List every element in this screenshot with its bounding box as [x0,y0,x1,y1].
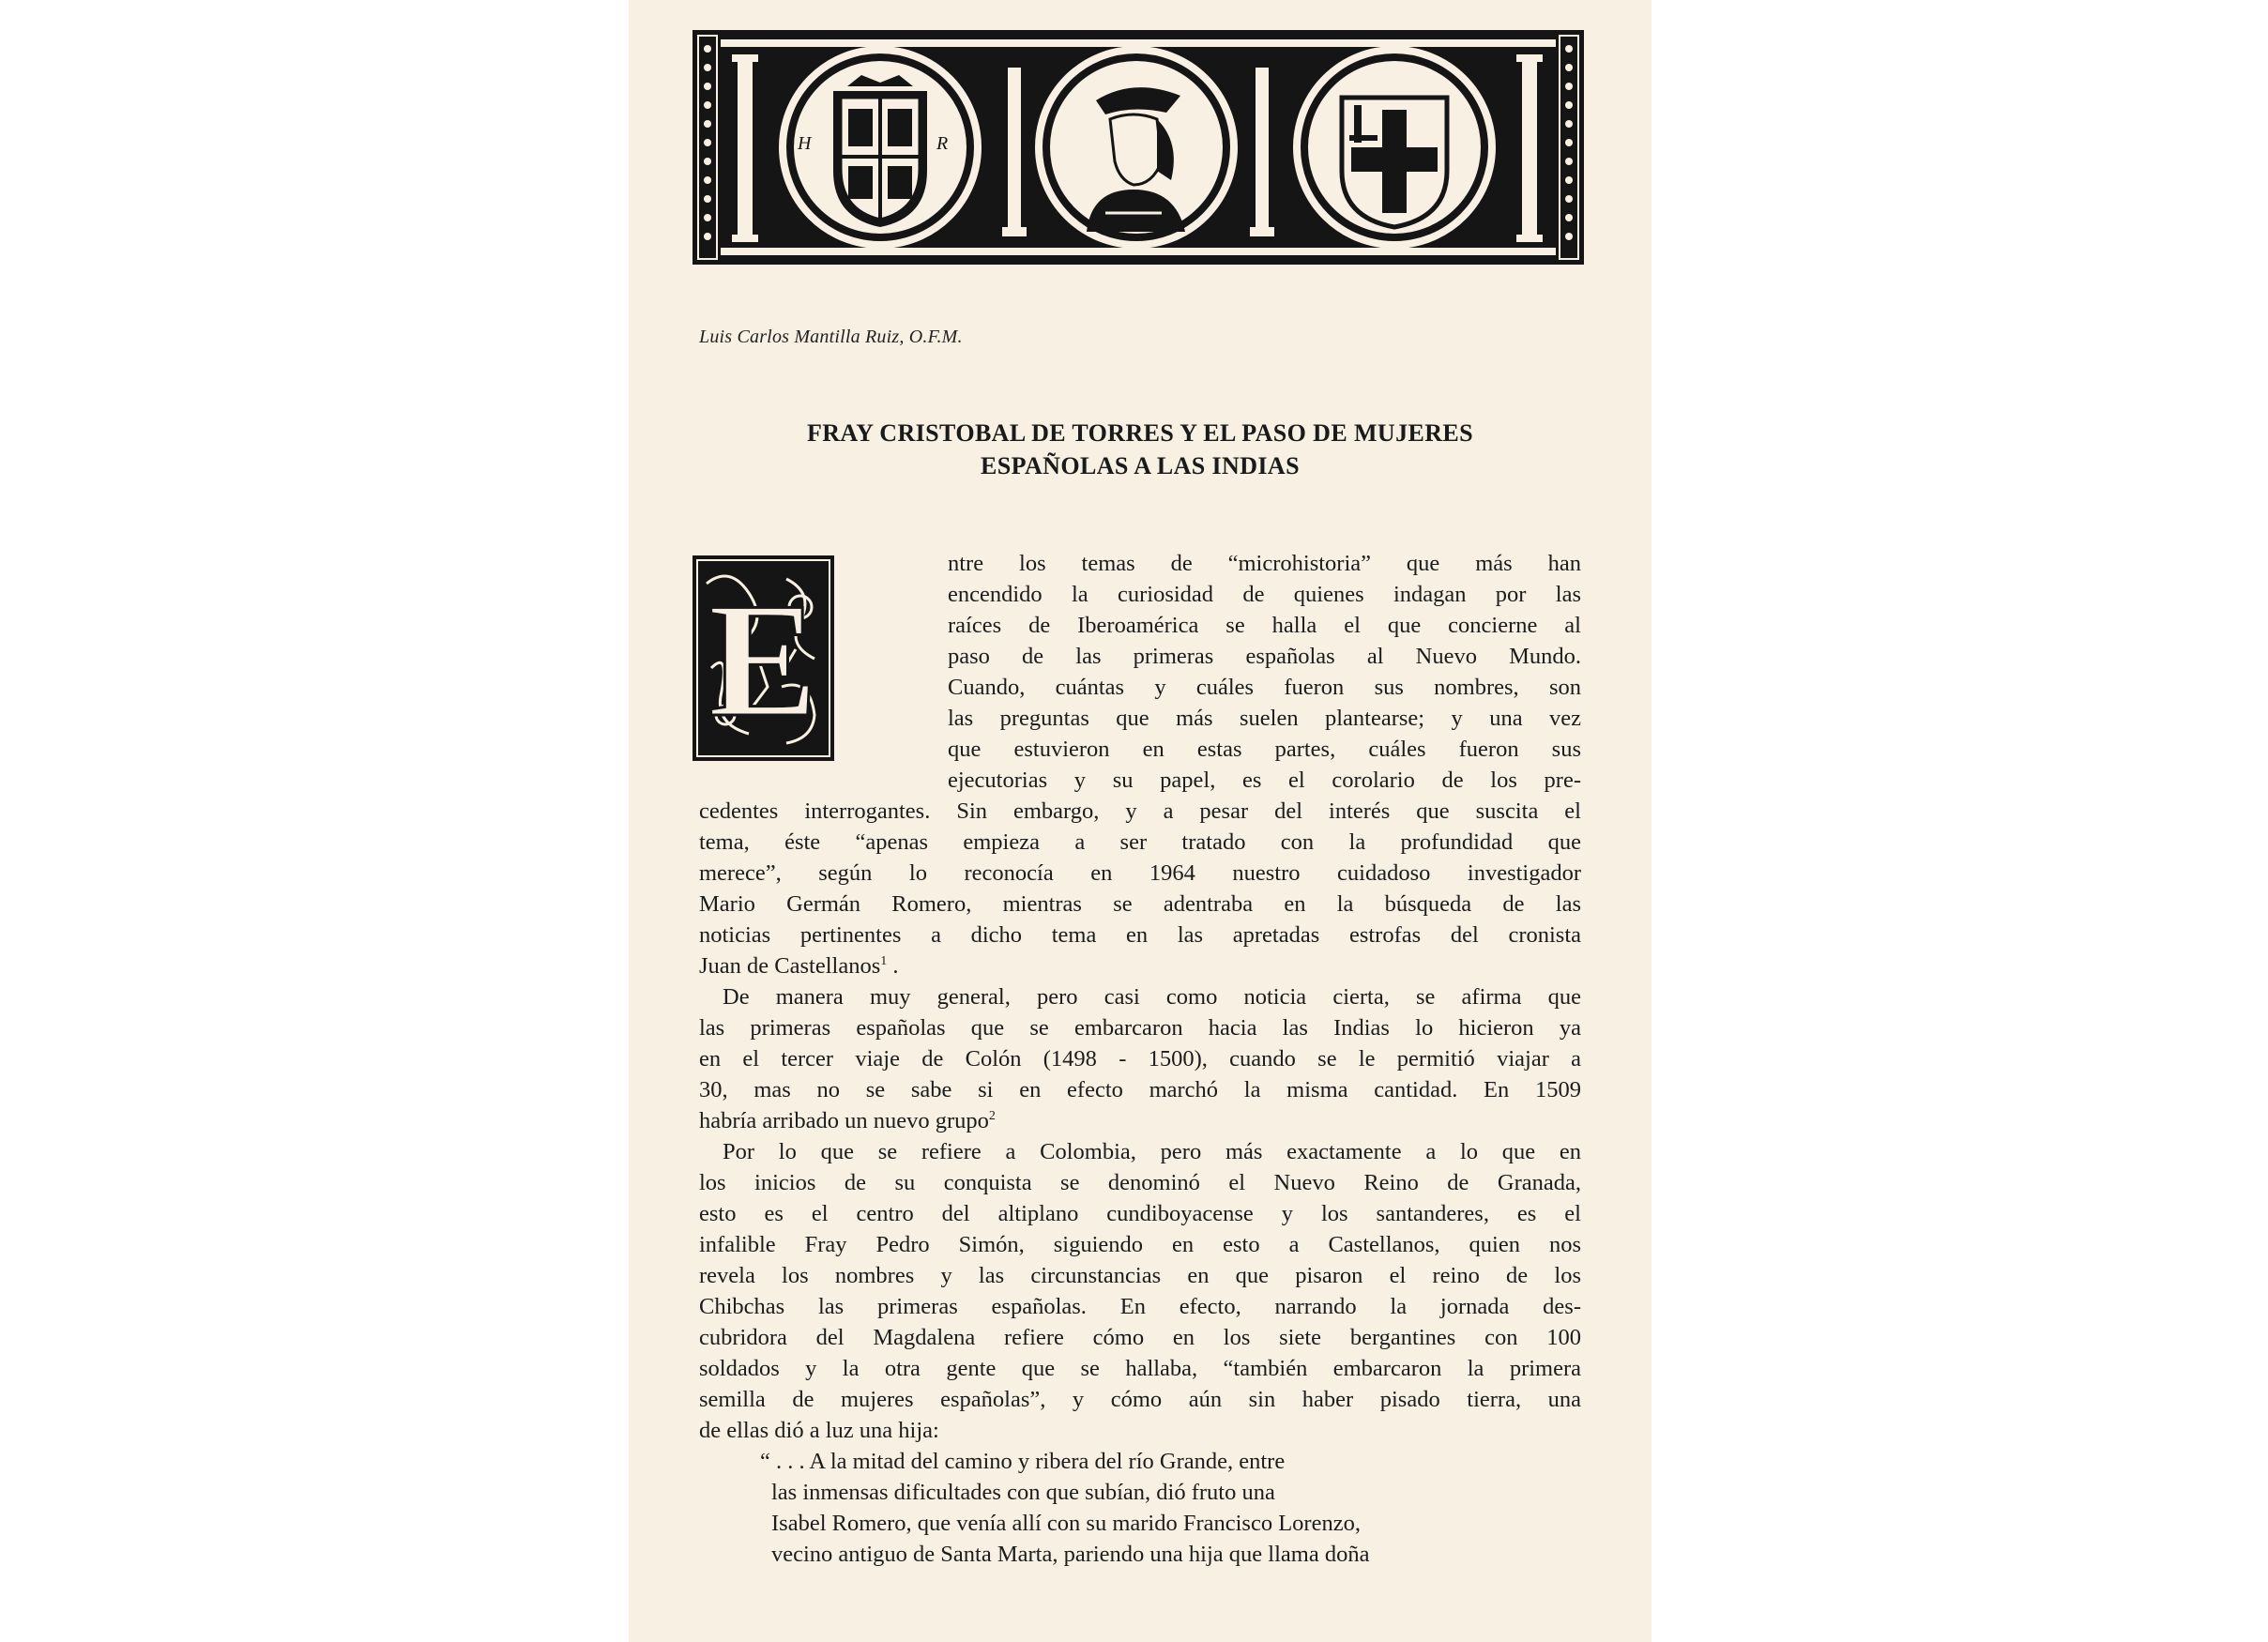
paragraph-line: ejecutorias y su papel, es el corolario de los pre- [948,768,1581,793]
paragraph-text: habría arribado un nuevo grupo [699,1108,989,1133]
paragraph-line: Mario Germán Romero, mientras se adentraba en la búsqueda de las [699,891,1581,917]
paragraph-line-last [699,951,1581,981]
paragraph-line: merece”, según lo reconocía en 1964 nuestro cuidadoso investigador [699,860,1581,886]
paragraph-line: Por lo que se refiere a Colombia, pero más exactamente a lo que en [723,1139,1581,1164]
paragraph-line: que estuvieron en estas partes, cuáles fueron sus [948,737,1581,762]
paragraph-line: De manera muy general, pero casi como noticia cierta, se afirma que [723,984,1581,1010]
paragraph-line: tema, éste “apenas empieza a ser tratado con la profundidad que [699,829,1581,855]
footnote-ref-1[interactable]: 1 [880,953,888,968]
paragraph-line-last: de ellas dió a luz una hija: [699,1418,939,1443]
paragraph-line: semilla de mujeres españolas”, y cómo aún sin haber pisado tierra, una [699,1387,1581,1412]
paragraph-line: las preguntas que más suelen plantearse; y una vez [948,706,1581,731]
paragraph-line: revela los nombres y las circunstancias en que pisaron el reino de los [699,1263,1581,1288]
quote-line: vecino antiguo de Santa Marta, pariendo una hija que llama doña [771,1542,1370,1567]
article-title-line-2: ESPAÑOLAS A LAS INDIAS [981,452,1300,479]
decorative-banner [693,30,1584,265]
paragraph-line: las primeras españolas que se embarcaron hacia las Indias lo hicieron ya [699,1015,1581,1041]
paragraph-line: esto es el centro del altiplano cundiboyacense y los santanderes, es el [699,1201,1581,1226]
banner-letter-left: H [798,133,812,154]
author-name: Luis Carlos Mantilla Ruiz, O.F.M. [699,327,963,347]
banner-letter-right: R [936,133,949,154]
drop-cap-ornament [693,555,834,761]
paragraph-line: cubridora del Magdalena refiere cómo en los siete bergantines con 100 [699,1325,1581,1350]
paragraph-line: Cuando, cuántas y cuáles fueron sus nombres, son [948,675,1581,700]
paragraph-line: infalible Fray Pedro Simón, siguiendo en esto a Castellanos, quien nos [699,1232,1581,1257]
paragraph-line-last [699,1106,1581,1136]
drop-cap-letter: E [708,569,818,751]
paragraph-line: Chibchas las primeras españolas. En efecto, narrando la jornada des- [699,1294,1581,1319]
paragraph-text: Juan de Castellanos [699,953,881,979]
paragraph-line: en el tercer viaje de Colón (1498 - 1500), cuando se le permitió viajar a [699,1046,1581,1072]
paragraph-line: soldados y la otra gente que se hallaba, “también embarcaron la primera [699,1356,1581,1381]
paragraph-line: encendido la curiosidad de quienes indagan por las [948,582,1581,607]
paragraph-line: los inicios de su conquista se denominó el Nuevo Reino de Granada, [699,1170,1581,1195]
quote-line: las inmensas dificultades con que subían, dió fruto una [771,1480,1275,1505]
paragraph-line: raíces de Iberoamérica se halla el que concierne al [948,613,1581,638]
quote-line: Isabel Romero, que venía allí con su marido Francisco Lorenzo, [771,1511,1361,1536]
paragraph-text: . [887,953,899,979]
paragraph-line: 30, mas no se sabe si en efecto marchó la misma cantidad. En 1509 [699,1077,1581,1102]
paragraph-line: paso de las primeras españolas al Nuevo Mundo. [948,644,1581,669]
paragraph-line: ntre los temas de “microhistoria” que más han [948,551,1581,576]
article-title-line-1: FRAY CRISTOBAL DE TORRES Y EL PASO DE MUJERES [806,419,1474,447]
quote-line: “ . . . A la mitad del camino y ribera del río Grande, entre [760,1449,1286,1474]
footnote-ref-2[interactable]: 2 [988,1108,996,1123]
paragraph-line: noticias pertinentes a dicho tema en las apretadas estrofas del cronista [699,922,1581,948]
paragraph-line: cedentes interrogantes. Sin embargo, y a pesar del interés que suscita el [699,798,1581,824]
book-page [629,0,1652,1642]
